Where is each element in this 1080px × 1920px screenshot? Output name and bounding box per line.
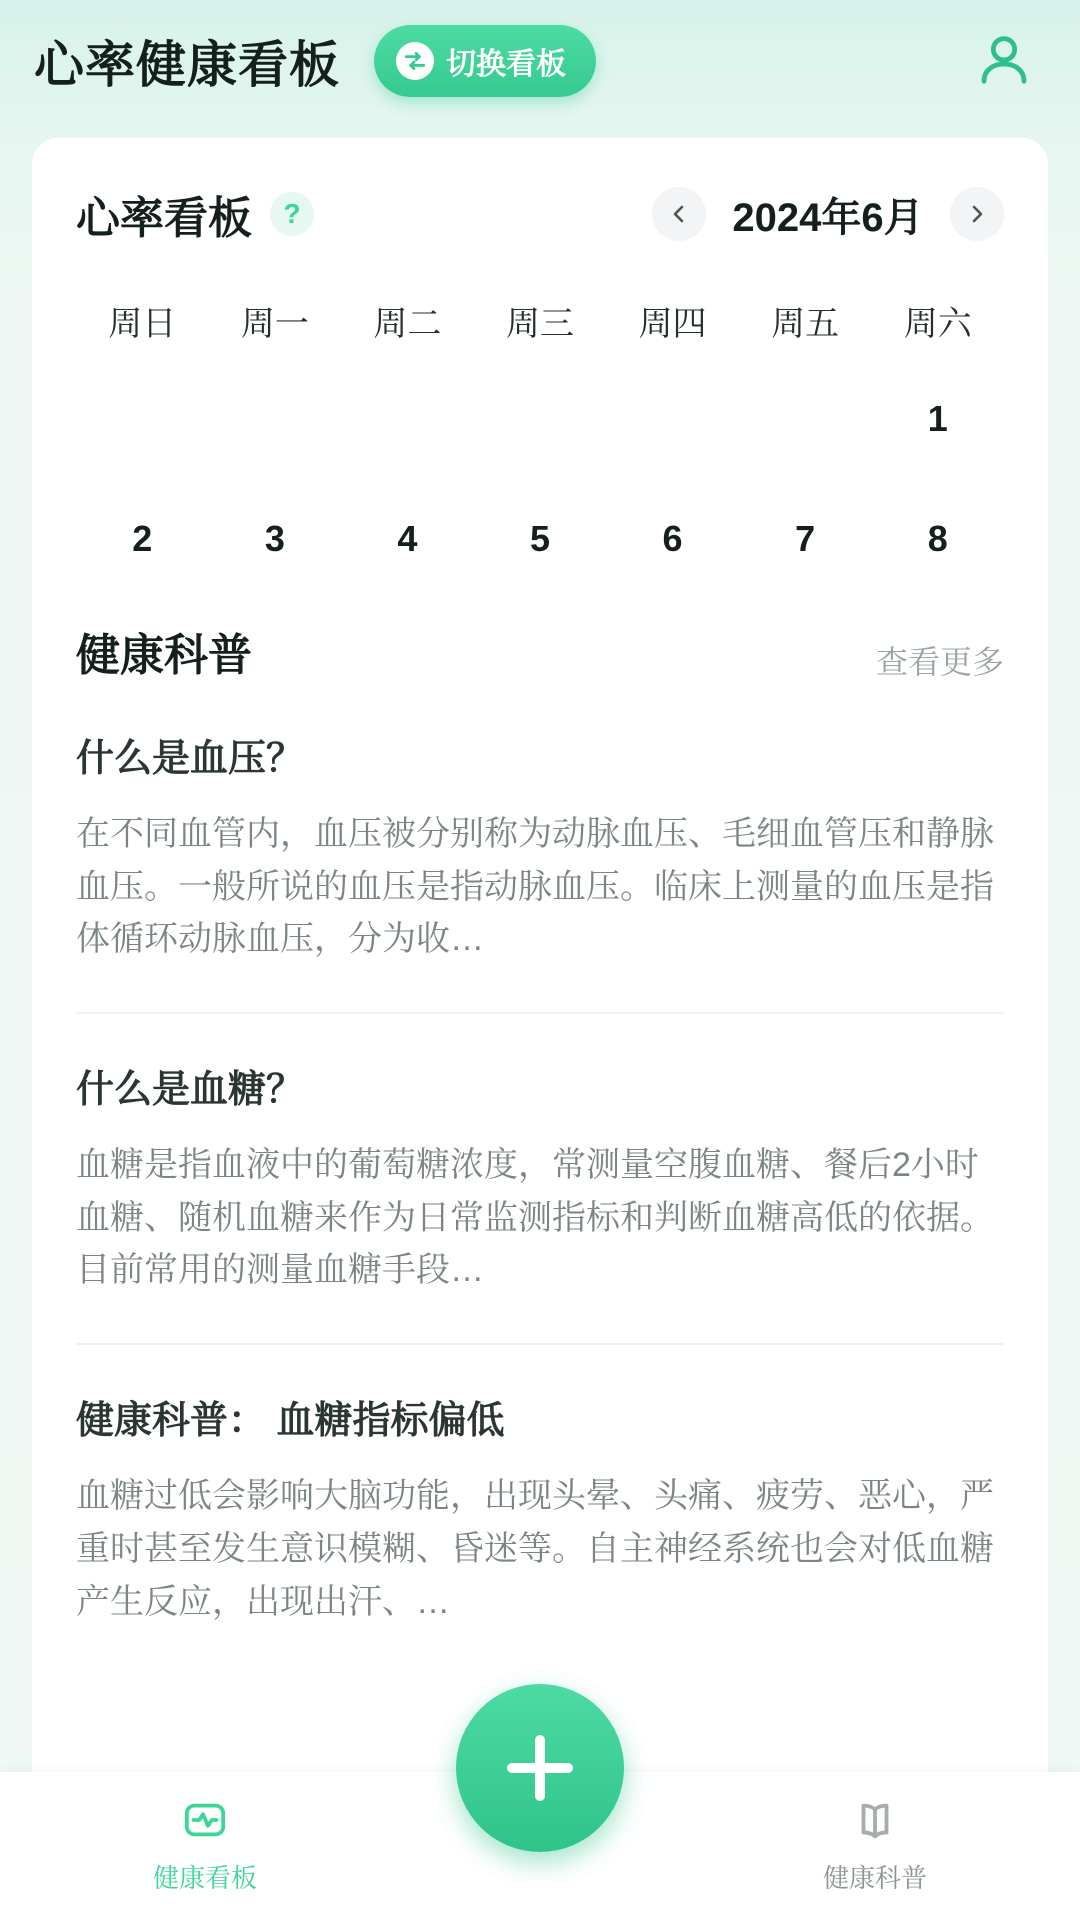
tab-health-dashboard[interactable]	[0, 1797, 410, 1895]
health-section-title: 健康科普	[76, 631, 252, 680]
panel-header	[32, 138, 1048, 246]
book-icon	[852, 1797, 898, 1848]
calendar-day[interactable]: 5	[529, 518, 550, 559]
calendar-weekday: 周六	[903, 305, 972, 343]
calendar-day[interactable]: 2	[132, 518, 153, 559]
tab-health-articles[interactable]	[670, 1797, 1080, 1895]
list-item[interactable]	[76, 1014, 1004, 1345]
help-icon[interactable]: ?	[270, 192, 314, 236]
calendar-day-empty	[474, 359, 607, 479]
profile-button[interactable]	[968, 26, 1040, 98]
current-month-label: 2024年6月	[732, 195, 924, 240]
calendar-weekday: 周四	[638, 305, 707, 343]
calendar-day[interactable]: 7	[795, 518, 816, 559]
panel-title: 心率看板	[76, 194, 252, 243]
main-card	[32, 138, 1048, 1920]
calendar-week-row	[76, 359, 1004, 479]
list-item[interactable]	[76, 1345, 1004, 1674]
calendar-week-row	[76, 479, 1004, 599]
calendar-weekday: 周二	[373, 305, 442, 343]
app-header	[0, 0, 1080, 122]
calendar-day-empty	[76, 359, 209, 479]
calendar-day[interactable]: 4	[397, 518, 418, 559]
calendar-day-empty	[739, 359, 872, 479]
calendar-day[interactable]: 6	[662, 518, 683, 559]
calendar-weekday: 周三	[505, 305, 574, 343]
page-title: 心率健康看板	[34, 37, 340, 93]
calendar-weekday: 周日	[108, 305, 177, 343]
health-section-header	[32, 599, 1048, 683]
calendar-day-empty	[606, 359, 739, 479]
tab-health-articles-label: 健康科普	[822, 1863, 927, 1893]
calendar-weekday: 周一	[240, 305, 309, 343]
next-month-button[interactable]	[950, 187, 1004, 241]
calendar	[32, 246, 1048, 599]
calendar-day-empty	[341, 359, 474, 479]
month-navigator	[652, 186, 1004, 243]
heartbeat-icon	[182, 1797, 228, 1848]
user-icon	[972, 28, 1036, 97]
article-title: 健康科普： 血糖指标偏低	[76, 1400, 505, 1443]
calendar-day[interactable]: 1	[927, 398, 948, 439]
switch-dashboard-button[interactable]	[374, 25, 596, 97]
article-body: 血糖过低会影响大脑功能，出现头晕、头痛、疲劳、恶心，严重时甚至发生意识模糊、昏迷等。自主神经系统也会对低血糖产生反应，出现出汗、…	[76, 1477, 994, 1621]
view-more-link[interactable]: 查看更多	[875, 644, 1004, 680]
calendar-weekday-row	[76, 282, 1004, 359]
swap-icon	[396, 42, 434, 80]
switch-dashboard-label: 切换看板	[446, 48, 566, 81]
calendar-day-empty	[209, 359, 342, 479]
tab-health-dashboard-label: 健康看板	[152, 1863, 257, 1893]
article-list	[32, 683, 1048, 1674]
article-body: 在不同血管内，血压被分别称为动脉血压、毛细血管压和静脉血压。一般所说的血压是指动脉血压。临床上测量的血压是指体循环动脉血压，分为收…	[76, 815, 994, 959]
add-record-fab[interactable]	[456, 1684, 624, 1852]
calendar-weekday: 周五	[771, 305, 840, 343]
prev-month-button[interactable]	[652, 187, 706, 241]
article-title: 什么是血压？	[76, 738, 305, 780]
calendar-day[interactable]: 3	[264, 518, 285, 559]
article-title: 什么是血糖？	[76, 1069, 305, 1112]
calendar-day[interactable]: 8	[927, 518, 948, 559]
article-body: 血糖是指血液中的葡萄糖浓度，常测量空腹血糖、餐后2小时血糖、随机血糖来作为日常监测指标和判断血糖高低的依据。目前常用的测量血糖手段…	[76, 1146, 994, 1290]
list-item[interactable]	[76, 683, 1004, 1014]
